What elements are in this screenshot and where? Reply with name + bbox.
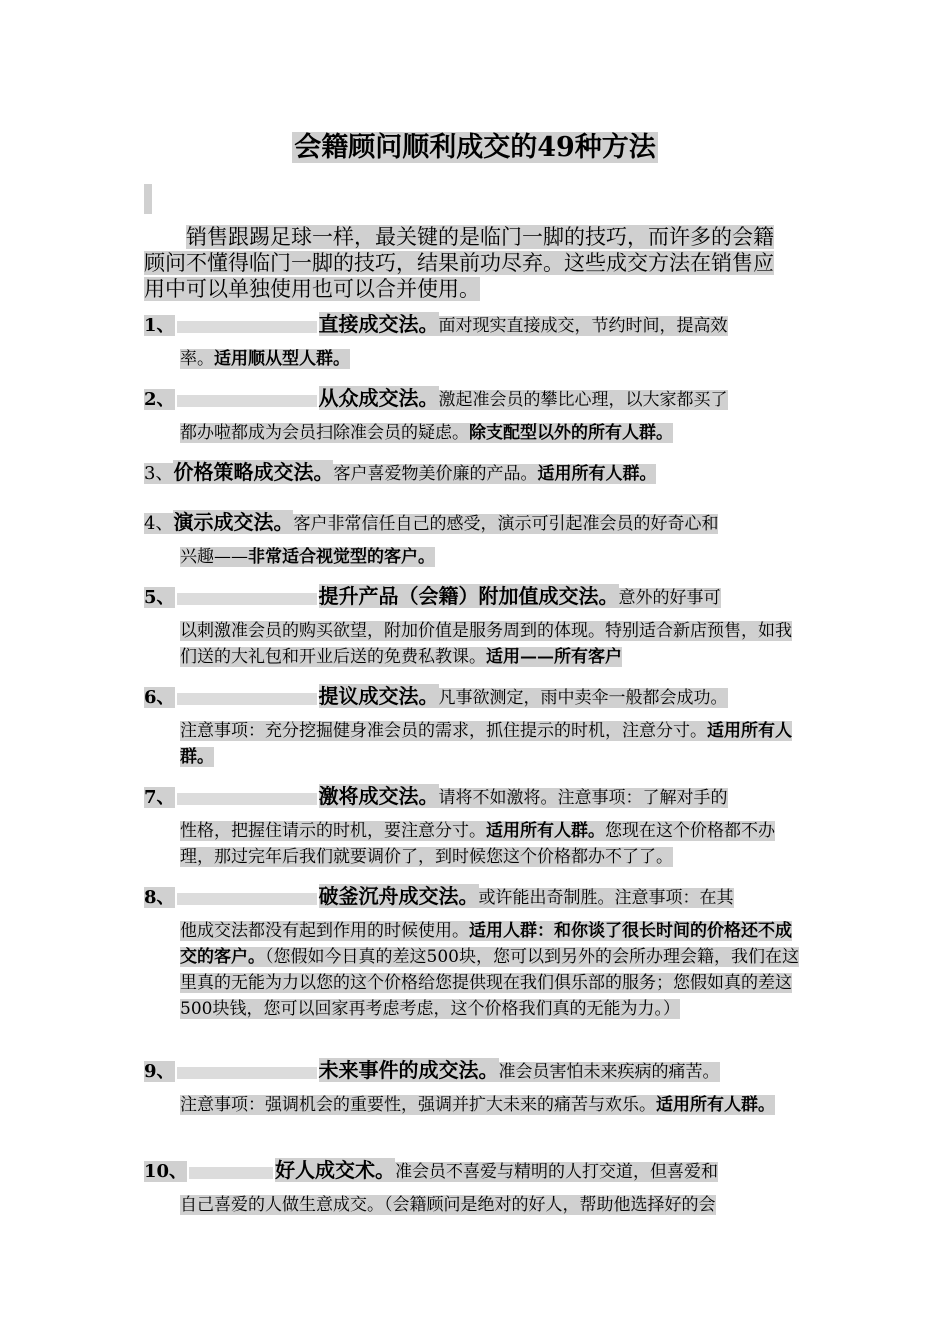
method-item-8: 8、 破釜沉舟成交法。或许能出奇制胜。注意事项：在其 他成交法都没有起到作用的时候使用。适用人群：和你谈了很长时间的价格还不成交的客户。（您假如今日真的差这500块，您可以到另外的会所办理会籍，我们在这里真的无能为力以您的这个价格给您提供现在我们俱乐部的服务；您假如真的差这500块钱，您可以回家再考虑考虑，这个价格我们真的无能为力。） (144, 884, 799, 1019)
cursor-marker (144, 184, 152, 214)
document-title: 会籍顾问顺利成交的49种方法 (294, 132, 656, 163)
method-item-7: 7、 激将成交法。请将不如激将。注意事项：了解对手的 性格，把握住请示的时机，要注意分寸。适用所有人群。您现在这个价格都不办理，那过完年后我们就要调价了，到时候您这个价格都办不了了。 (144, 784, 775, 867)
method-item-4: 4、演示成交法。客户非常信任自己的感受，演示可引起准会员的好奇心和 兴趣——非常适合视觉型的客户。 (144, 510, 719, 567)
method-item-3: 3、价格策略成交法。客户喜爱物美价廉的产品。适用所有人群。 (144, 460, 657, 484)
method-item-6: 6、 提议成交法。凡事欲测定，雨中卖伞一般都会成功。 注意事项：充分挖掘健身准会员的需求，抓住提示的时机，注意分寸。适用所有人群。 (144, 684, 792, 767)
method-item-5: 5、 提升产品（会籍）附加值成交法。意外的好事可 以刺激准会员的购买欲望，附加价值是服务周到的体现。特别适合新店预售，如我们送的大礼包和开业后送的免费私教课。适用——所有客户 (144, 584, 792, 667)
method-item-1: 1、 直接成交法。面对现实直接成交，节约时间，提高效 率。适用顺从型人群。 (144, 312, 728, 369)
intro-paragraph: 销售跟踢足球一样，最关键的是临门一脚的技巧，而许多的会籍顾问不懂得临门一脚的技巧，结果前功尽弃。这些成交方法在销售应用中可以单独使用也可以合并使用。 (144, 225, 774, 301)
method-item-2: 2、 从众成交法。激起准会员的攀比心理，以大家都买了 都办啦都成为会员扫除准会员的疑虑。除支配型以外的所有人群。 (144, 386, 728, 443)
method-item-10: 10、 好人成交术。准会员不喜爱与精明的人打交道，但喜爱和 自己喜爱的人做生意成交。（会籍顾问是绝对的好人，帮助他选择好的会 (144, 1158, 719, 1215)
method-item-9: 9、 未来事件的成交法。准会员害怕未来疾病的痛苦。 注意事项：强调机会的重要性，强调并扩大未来的痛苦与欢乐。适用所有人群。 (144, 1058, 775, 1115)
